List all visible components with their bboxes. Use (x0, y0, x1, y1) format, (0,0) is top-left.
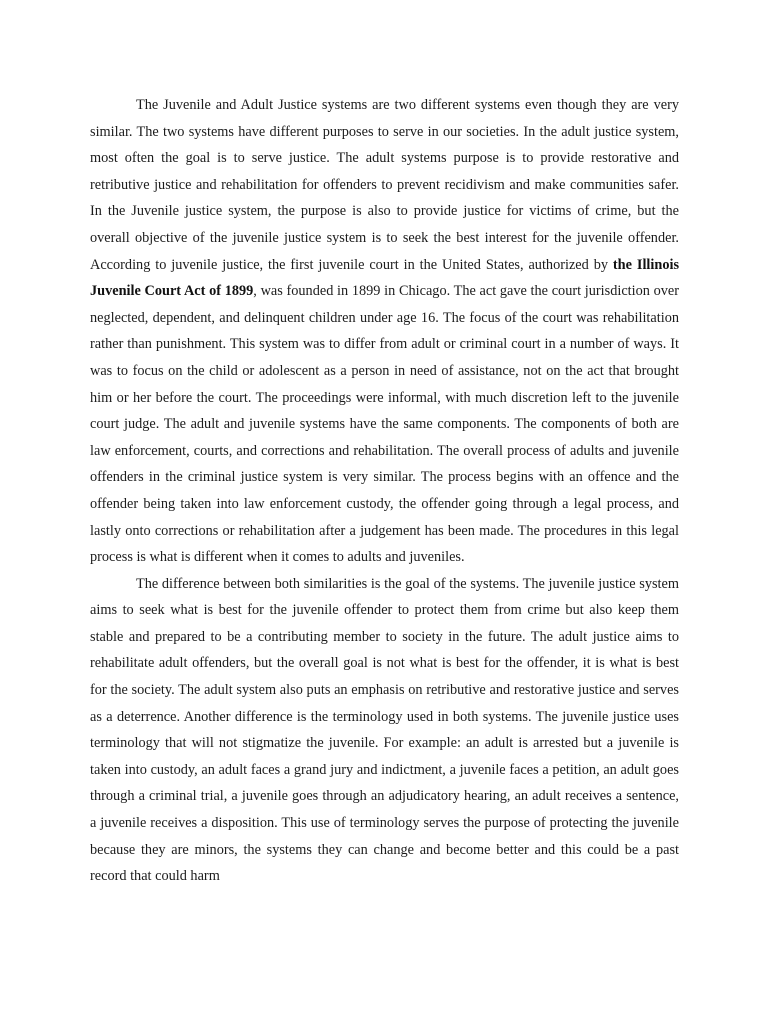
document-body (90, 92, 679, 890)
paragraph-1-text-end: , was founded in 1899 in Chicago. The act gave the court jurisdiction over neglected, dependent, and delinquent children under age 16. The focus of the court was rehabilitation rather than punishment. This system was to differ from adult or criminal court in a number of ways. It was to focus on the child or adolescent as a person in need of assistance, not on the act that brought him or her before the court. The proceedings were informal, with much discretion left to the juvenile court judge. The adult and juvenile systems have the same components. The components of both are law enforcement, courts, and corrections and rehabilitation. The overall process of adults and juvenile offenders in the criminal justice system is very similar. The process begins with an offence and the offender being taken into law enforcement custody, the offender going through a legal process, and lastly onto corrections or rehabilitation after a judgement has been made. The procedures in this legal process is what is different when it comes to adults and juveniles. (90, 283, 680, 566)
paragraph-1 (90, 92, 679, 571)
paragraph-1-bold-phrase: the Illinois Juvenile Court Act of 1899 (90, 256, 680, 300)
paragraph-2: The difference between both similarities is the goal of the systems. The juvenile justice system aims to seek what is best for the juvenile offender to protect them from crime but also keep them stable and prepared to be a contributing member to society in the future. The adult justice aims to rehabilitate adult offenders, but the overall goal is not what is best for the offender, it is what is best for the society. The adult system also puts an emphasis on retributive and restorative justice and serves as a deterrence. Another difference is the terminology used in both systems. The juvenile justice uses terminology that will not stigmatize the juvenile. For example: an adult is arrested but a juvenile is taken into custody, an adult faces a grand jury and indictment, a juvenile faces a petition, an adult goes through a criminal trial, a juvenile goes through an adjudicatory hearing, an adult receives a sentence, a juvenile receives a disposition. This use of terminology serves the purpose of protecting the juvenile because they are minors, the systems they can change and become better and this could be a past record that could harm (90, 575, 679, 885)
paragraph-1-text-start: The Juvenile and Adult Justice systems are two different systems even though they are very similar. The two systems have different purposes to serve in our societies. In the adult justice system, most often the goal is to serve justice. The adult systems purpose is to provide restorative and retributive justice and rehabilitation for offenders to prevent recidivism and make communities safer. In the Juvenile justice system, the purpose is also to provide justice for victims of crime, but the overall objective of the juvenile justice system is to seek the best interest for the juvenile offender. According to juvenile justice, the first juvenile court in the United States, authorized by (90, 97, 679, 273)
